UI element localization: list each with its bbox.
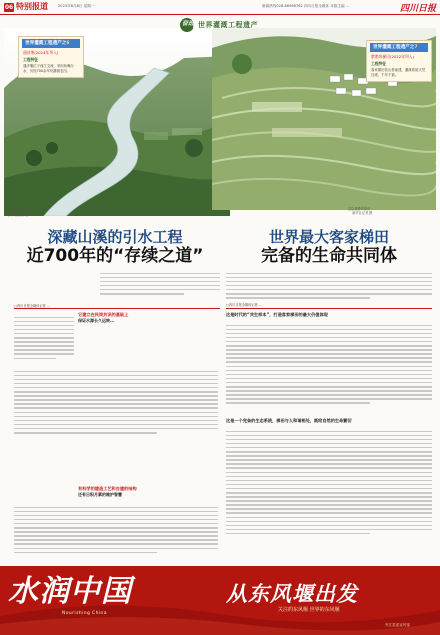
right-article-body-2	[226, 428, 432, 537]
heritage-keyword: 工程特征	[23, 56, 39, 62]
heritage-description: 客家梯田依山势而建，灌溉系统天然自流，千年不衰。	[371, 67, 426, 77]
right-divider	[226, 308, 432, 309]
page-number-badge: 06	[4, 4, 14, 11]
ad-english-subtitle: Nourishing China	[62, 611, 107, 616]
right-subhead-1: 这是时代的“共生样本”，打造客家梯田的最大价值体现	[226, 312, 328, 317]
left-subhead-2b: 还有日积月累的维护智慧	[78, 491, 122, 497]
left-article-column-1	[14, 314, 74, 362]
left-subhead-1: 它建立在民间共识的基础上	[78, 312, 129, 317]
left-byline: □四川日报全媒体记者 ...	[14, 304, 50, 308]
headline-right-line1: 世界最大客家梯田	[268, 228, 389, 246]
headline-right-line2: 完备的生命共同体	[261, 246, 397, 266]
heritage-name: 紫鹊界梯田(2022年列入)	[371, 53, 414, 59]
left-subhead-2-block	[78, 486, 218, 497]
heritage-info-box-right	[366, 40, 432, 82]
photo-caption-left: 蜿蜒流淌的古堰 新华社记者 摄	[8, 209, 31, 217]
left-article-body-1	[14, 368, 218, 436]
heritage-label: 世界灌溉工程遗产之7	[370, 43, 428, 52]
section-title: 特别报道	[16, 2, 48, 11]
left-subhead-1b: 保证水源长久运转...	[78, 317, 115, 323]
right-subhead-2: 这是一个完备的生态系统，梯田与人和谐相处，既给自然的生命繁衍	[226, 418, 352, 423]
left-divider	[14, 308, 220, 309]
ad-main-slogan: 从东风堰出发	[226, 581, 358, 606]
heritage-info-box-left	[18, 36, 84, 78]
ad-calligraphy-slogan: 水润中国	[8, 574, 132, 609]
right-article-lead	[226, 270, 432, 301]
left-subhead-2: 有科学的建造工艺和自建的结构	[78, 486, 137, 491]
ad-sponsor: 夹江县委宣传部	[385, 623, 411, 627]
issue-date: 2023年6月8日 星期一	[58, 4, 95, 8]
banner-kicker: 奋进	[182, 20, 195, 27]
photo-caption-right: 层层叠叠的梯田 新华社记者 摄	[348, 207, 373, 215]
ad-tagline: 关注的东风堰 世界的东风堰	[278, 607, 340, 613]
heritage-label: 世界灌溉工程遗产之6	[22, 39, 80, 48]
heritage-keyword: 工程特征	[371, 60, 387, 66]
left-article-lead	[100, 270, 220, 297]
right-article-body-1	[226, 322, 432, 406]
left-subhead-1-block	[78, 312, 218, 323]
banner-title: 世界灌溉工程遗产	[198, 21, 258, 29]
right-byline: □四川日报全媒体记者 ...	[226, 303, 262, 307]
newspaper-logo: 四川日报	[400, 4, 437, 14]
heritage-name: 通济堰(2024年列入)	[23, 49, 59, 55]
headline-left-line1: 深藏山溪的引水工程	[47, 228, 183, 246]
headline-left-line2: 近700年的“存续之道”	[26, 246, 204, 266]
header-info: 新闻热线028-86968762 四川日报全媒体 本版主编 ...	[262, 4, 350, 8]
heritage-description: 通济堰位于西江支流，采用鱼嘴分水，历经700余年仍灌溉农田。	[23, 63, 74, 73]
left-article-body-2	[14, 504, 218, 556]
